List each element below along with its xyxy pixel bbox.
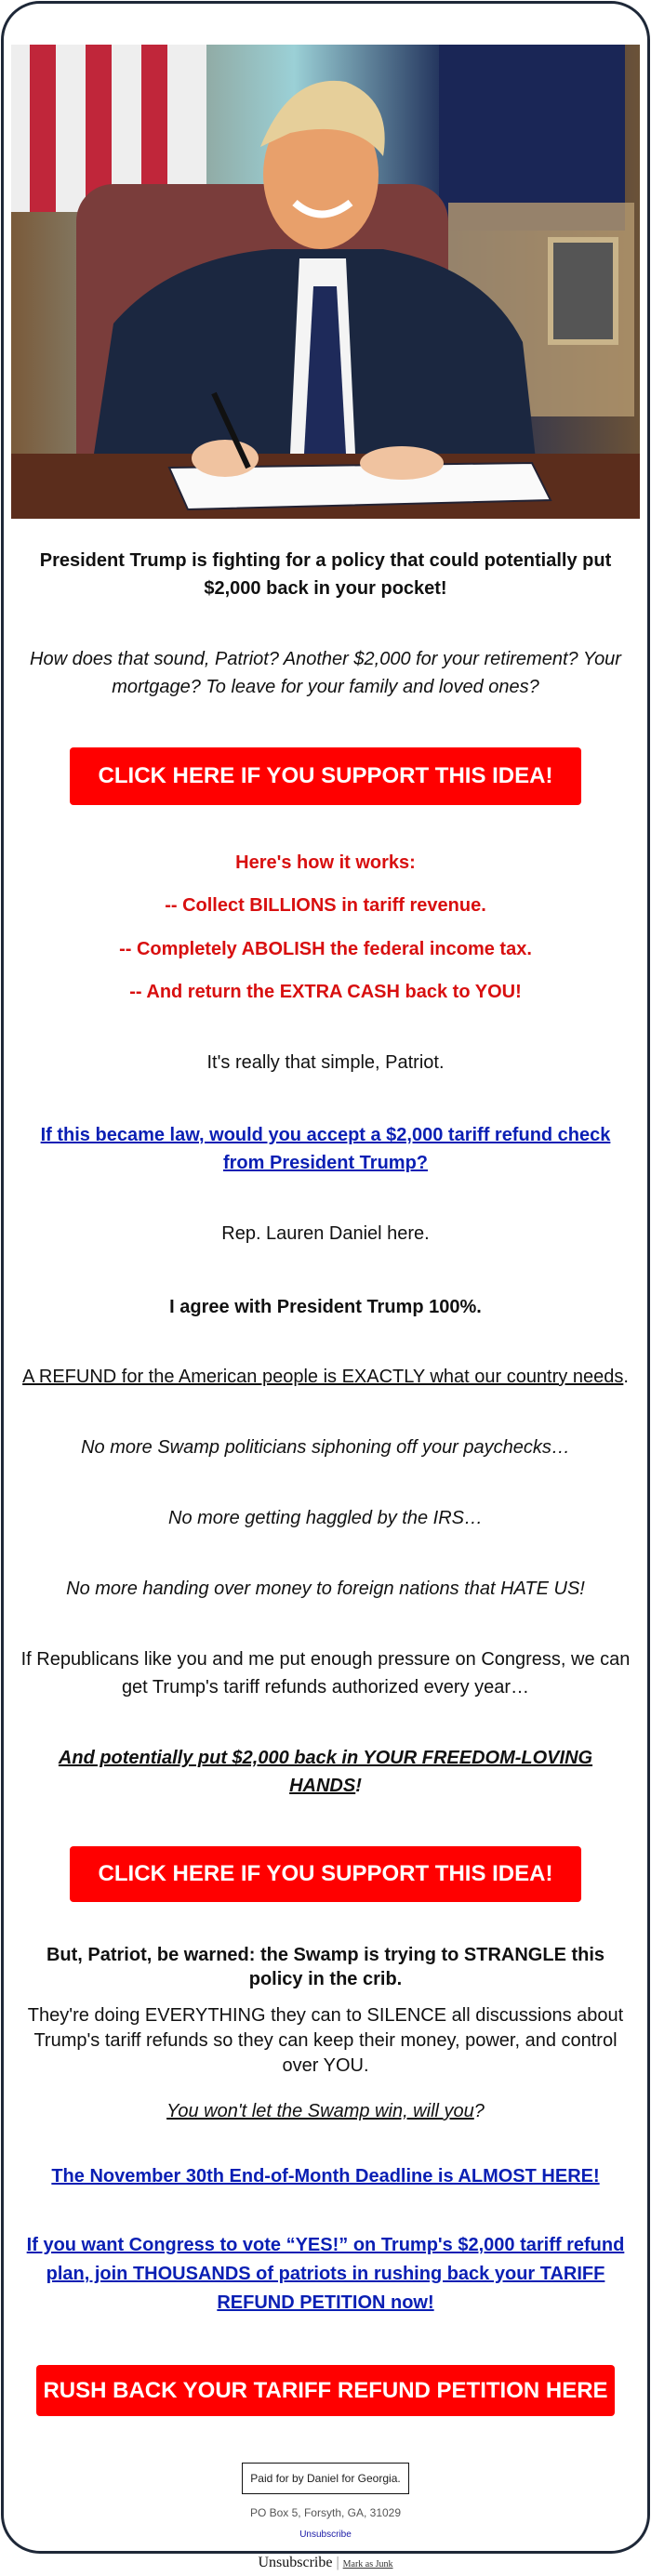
intro-text: How does that sound, Patriot? Another $2,000 for your retirement? Your mortgage? To leave for your family and loved ones? [30,649,621,697]
hands-underlined: And potentially put $2,000 back in YOUR FREEDOM-LOVING HANDS [58,1748,593,1796]
rush-petition-button[interactable]: RUSH BACK YOUR TARIFF REFUND PETITION HERE [36,2365,615,2416]
silence-text: They're doing EVERYTHING they can to SILENCE all discussions about Trump's tariff refunds so they can keep their money, power, and control over YOU. [27,2005,624,2076]
warning-text: But, Patriot, be warned: the Swamp is trying to STRANGLE this policy in the crib. [46,1945,605,1989]
refund-check-question-link[interactable]: If this became law, would you accept a $2,000 tariff refund check from President Trump? [40,1125,611,1173]
mailing-address: PO Box 5, Forsyth, GA, 31029 [249,2506,402,2519]
petition-link[interactable]: If you want Congress to vote “YES!” on Trump's $2,000 tariff refund plan, join THOUSANDS of patriots in rushing back your TARIFF REFUND PETITION now! [26,2235,625,2313]
pressure-text: If Republicans like you and me put enough pressure on Congress, we can get Trump's tariff refunds authorized every year… [20,1649,631,1698]
hero-photo [11,45,640,519]
rep-intro: Rep. Lauren Daniel here. [221,1223,430,1244]
hands-exclaim: ! [355,1776,362,1796]
headline: President Trump is fighting for a policy that could potentially put $2,000 back in your pocket! [39,550,612,599]
no-more-irs: No more getting haggled by the IRS… [168,1508,483,1528]
unsubscribe-link[interactable]: Unsubscribe [258,2555,333,2570]
swamp-win-qmark: ? [473,2101,485,2121]
refund-need-period: . [623,1367,629,1387]
mark-as-junk-link[interactable]: Mark as Junk [342,2559,393,2569]
refund-need-underlined: A REFUND for the American people is EXACTLY what our country needs [22,1367,624,1387]
support-idea-button[interactable]: CLICK HERE IF YOU SUPPORT THIS IDEA! [70,747,581,805]
swamp-win-underlined: You won't let the Swamp win, will you [166,2101,474,2121]
no-more-foreign: No more handing over money to foreign nations that HATE US! [66,1579,585,1599]
how-step-3: -- And return the EXTRA CASH back to YOU! [129,982,522,1002]
footer-separator: | [336,2555,339,2570]
support-idea-button-2[interactable]: CLICK HERE IF YOU SUPPORT THIS IDEA! [70,1846,581,1902]
hands-text [46,1744,604,1800]
paid-for-disclaimer: Paid for by Daniel for Georgia. [242,2463,409,2494]
how-step-1: -- Collect BILLIONS in tariff revenue. [165,895,486,916]
no-more-swamp: No more Swamp politicians siphoning off your paychecks… [81,1437,570,1458]
hero-photo-illustration [11,45,640,519]
refund-need-text [9,1363,642,1391]
unsubscribe-link-inner[interactable]: Unsubscribe [299,2530,352,2540]
how-it-works-title: Here's how it works: [235,852,416,873]
simple-text: It's really that simple, Patriot. [206,1052,445,1073]
deadline-link[interactable]: The November 30th End-of-Month Deadline is ALMOST HERE! [51,2166,600,2186]
swamp-win-text [19,2097,632,2125]
client-footer [0,2555,651,2571]
how-step-2: -- Completely ABOLISH the federal income tax. [119,939,532,959]
agree-text: I agree with President Trump 100%. [169,1297,482,1317]
